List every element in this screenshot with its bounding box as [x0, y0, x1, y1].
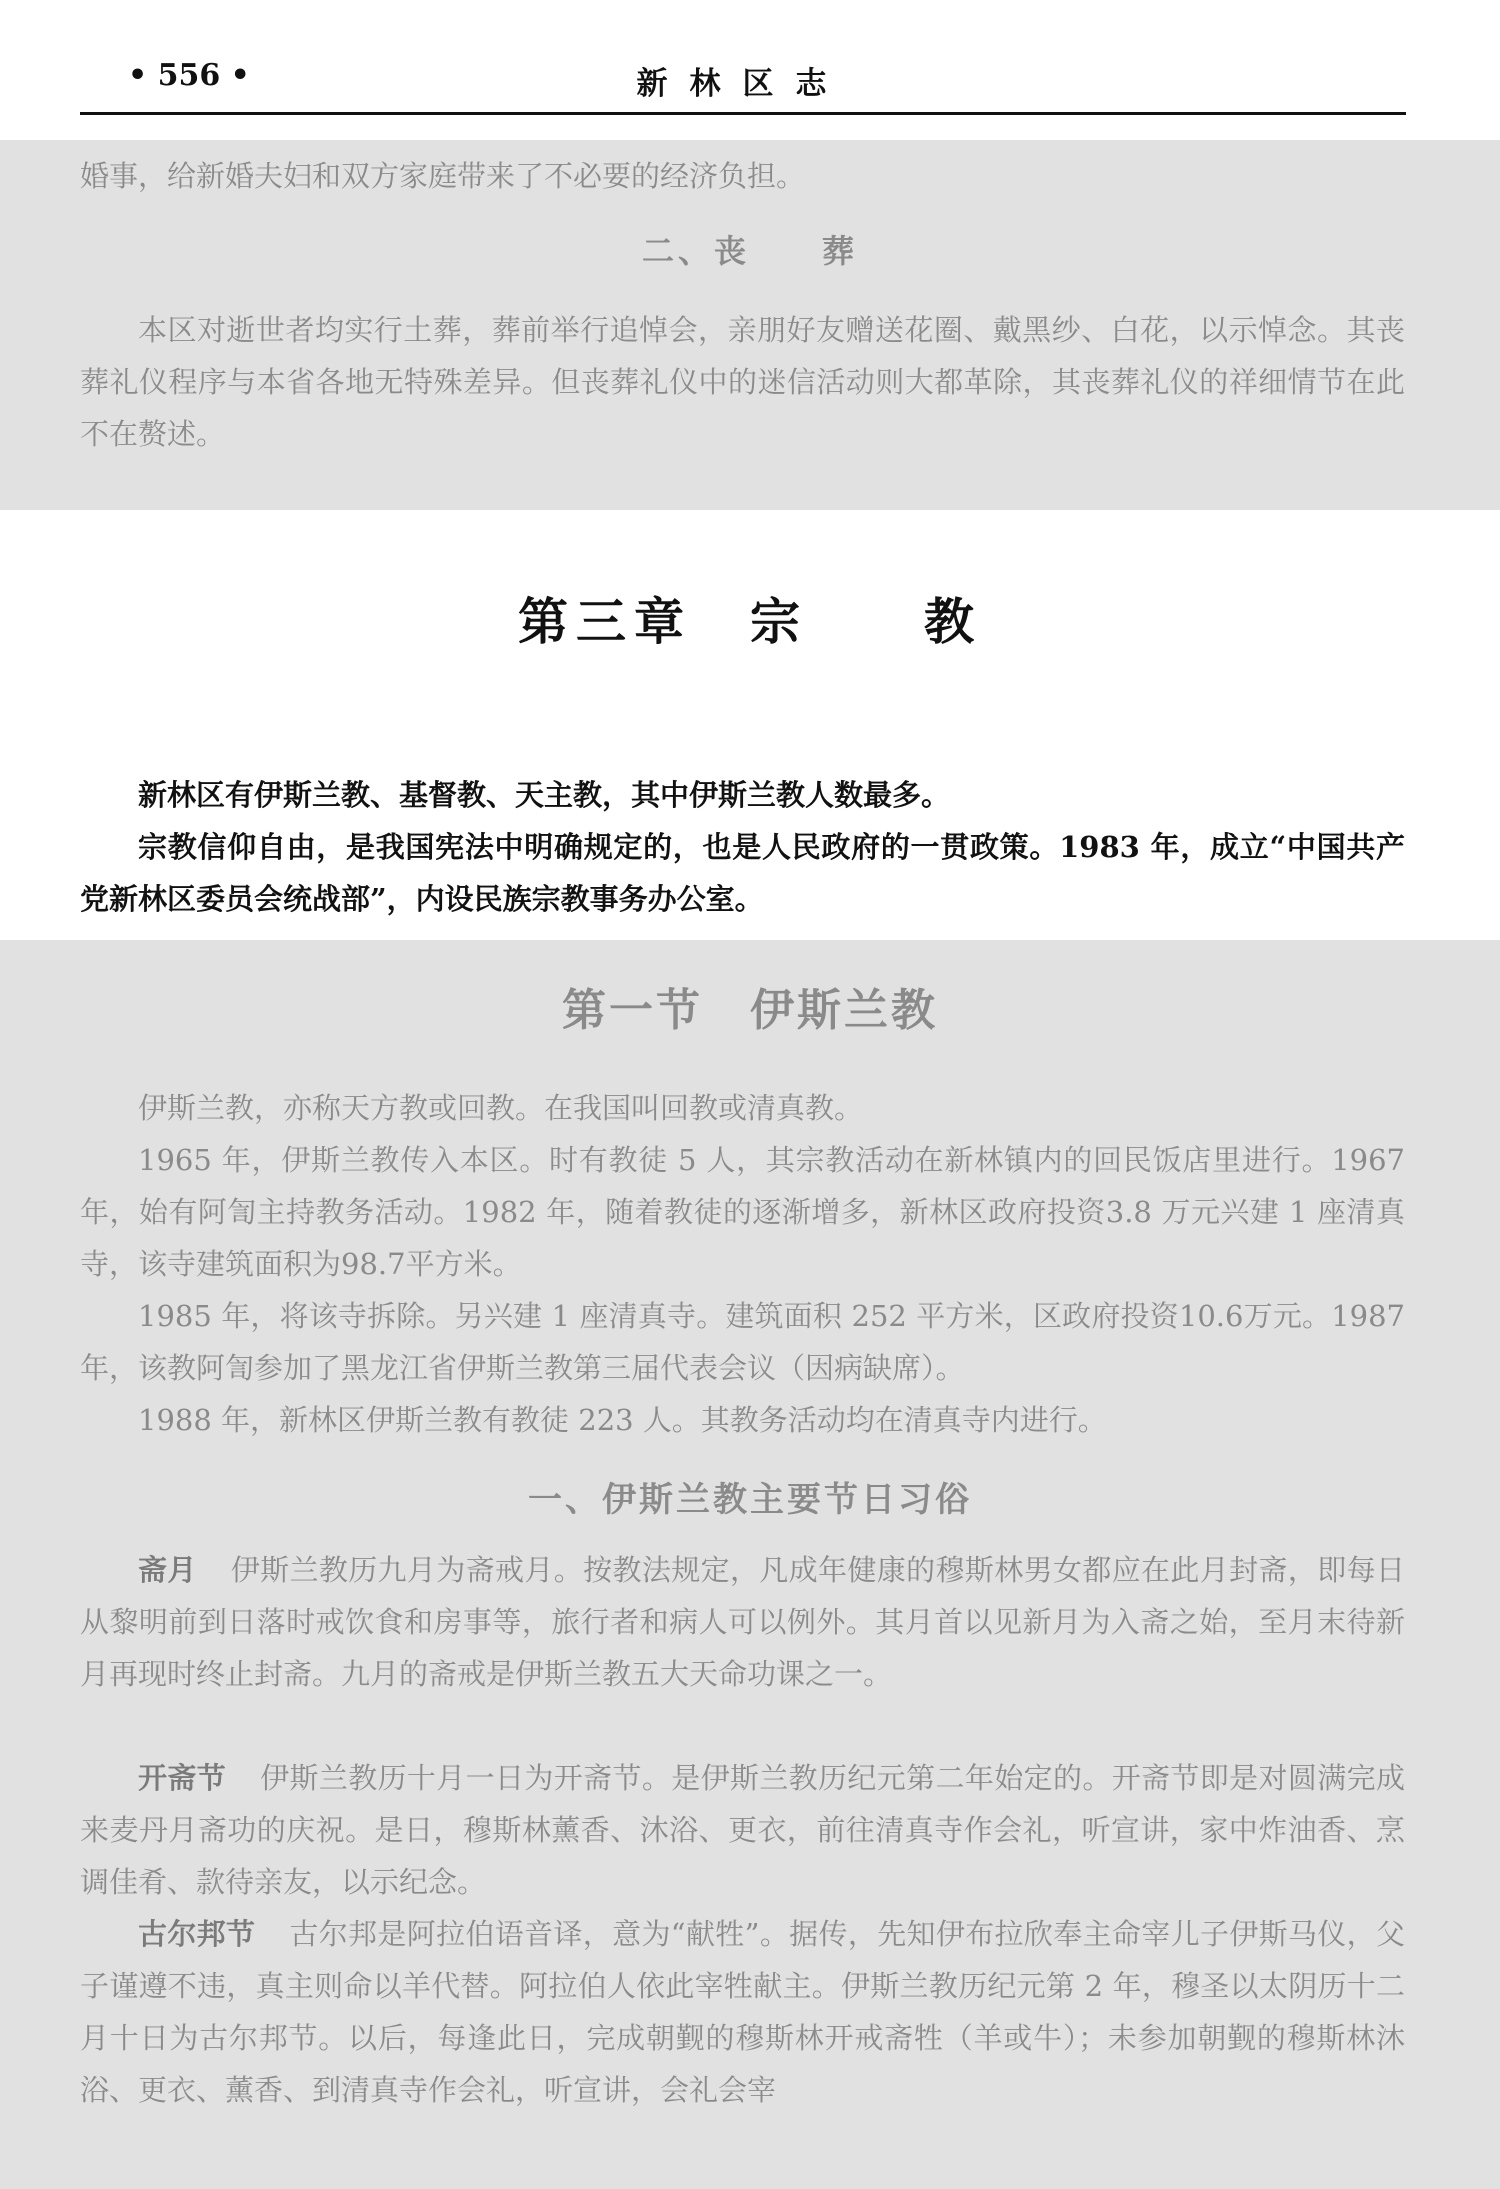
chapter-paragraph-1: 新林区有伊斯兰教、基督教、天主教，其中伊斯兰教人数最多。 [138, 778, 951, 812]
section-paragraph-1: 伊斯兰教，亦称天方教或回教。在我国叫回教或清真教。 [138, 1091, 864, 1125]
festival-ramadan [80, 1544, 1405, 1700]
chapter-heading: 第三章 宗 教 [518, 592, 982, 651]
funeral-heading: 二、丧 葬 [641, 232, 858, 270]
section-paragraph-2: 1965 年，伊斯兰教传入本区。时有教徒 5 人，其宗教活动在新林镇内的回民饭店里进行。1967 年，始有阿訇主持教务活动。1982 年，随着教徒的逐渐增多，新林区政府投资3.8 万元兴建 1 座清真寺，该寺建筑面积为98.7平方米。 [80, 1143, 1405, 1281]
section-heading: 第一节 伊斯兰教 [562, 985, 938, 1036]
festival-description: 伊斯兰教历九月为斋戒月。按教法规定，凡成年健康的穆斯林男女都应在此月封斋，即每日从黎明前到日落时戒饮食和房事等，旅行者和病人可以例外。其月首以见新月为入斋之始，至月末待新月再现时终止封斋。九月的斋戒是伊斯兰教五大天命功课之一。 [80, 1553, 1405, 1691]
section-paragraph-4: 1988 年，新林区伊斯兰教有教徒 223 人。其教务活动均在清真寺内进行。 [138, 1403, 1107, 1437]
book-title: 新林区志 [636, 66, 849, 102]
festival-term: 斋月 [138, 1553, 197, 1587]
festival-eid-al-adha [80, 1908, 1405, 2116]
festival-term: 开斋节 [138, 1761, 227, 1795]
festivals-subheading: 一、伊斯兰教主要节日习俗 [528, 1480, 972, 1520]
festival-description: 古尔邦是阿拉伯语音译，意为“献牲”。据传，先知伊布拉欣奉主命宰儿子伊斯马仪，父子谨遵不违，真主则命以羊代替。阿拉伯人依此宰牲献主。伊斯兰教历纪元第 2 年，穆圣以太阴历十二月十日为古尔邦节。以后，每逢此日，完成朝觐的穆斯林开戒斋牲（羊或牛）；未参加朝觐的穆斯林沐浴、更衣、薰香、到清真寺作会礼，听宣讲，会礼会宰 [80, 1917, 1405, 2107]
header-rule [80, 112, 1406, 115]
festival-term: 古尔邦节 [138, 1917, 256, 1951]
page-header [80, 58, 1405, 102]
festival-eid-al-fitr [80, 1752, 1405, 1908]
section-paragraph-3: 1985 年，将该寺拆除。另兴建 1 座清真寺。建筑面积 252 平方米，区政府投资10.6万元。1987 年，该教阿訇参加了黑龙江省伊斯兰教第三届代表会议（因病缺席）。 [80, 1299, 1405, 1385]
funeral-paragraph: 本区对逝世者均实行土葬，葬前举行追悼会，亲朋好友赠送花圈、戴黑纱、白花，以示悼念。其丧葬礼仪程序与本省各地无特殊差异。但丧葬礼仪中的迷信活动则大都革除，其丧葬礼仪的祥细情节在此不在赘述。 [80, 313, 1405, 451]
carryover-paragraph: 婚事，给新婚夫妇和双方家庭带来了不必要的经济负担。 [80, 159, 806, 193]
chapter-paragraph-2: 宗教信仰自由，是我国宪法中明确规定的，也是人民政府的一贯政策。1983 年，成立“中国共产党新林区委员会统战部”，内设民族宗教事务办公室。 [80, 830, 1405, 916]
page-number: • 556 • [128, 58, 250, 93]
festival-description: 伊斯兰教历十月一日为开斋节。是伊斯兰教历纪元第二年始定的。开斋节即是对圆满完成来麦丹月斋功的庆祝。是日，穆斯林薰香、沐浴、更衣，前往清真寺作会礼，听宣讲，家中炸油香、烹调佳肴、款待亲友，以示纪念。 [80, 1761, 1405, 1899]
